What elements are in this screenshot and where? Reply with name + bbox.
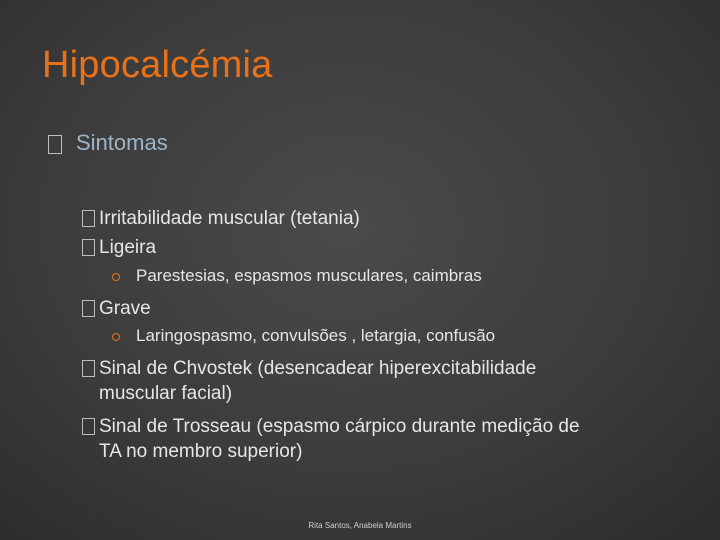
bullet-text: Grave bbox=[99, 298, 151, 319]
square-outline-icon bbox=[82, 239, 95, 256]
slide-title: Hipocalcémia bbox=[42, 44, 273, 86]
square-outline-icon bbox=[82, 300, 95, 317]
sub-bullet-row bbox=[112, 326, 495, 346]
heading-text: Sintomas bbox=[76, 130, 168, 155]
sub-bullet-row bbox=[112, 266, 482, 286]
heading-row bbox=[48, 130, 168, 156]
bullet-text: Irritabilidade muscular (tetania) bbox=[99, 208, 360, 229]
square-outline-icon bbox=[82, 210, 95, 227]
square-outline-icon bbox=[82, 360, 95, 377]
slide-footer: Rita Santos, Anabela Martins bbox=[308, 521, 412, 530]
bullet-text: Sinal de Chvostek (desencadear hiperexcitabilidade muscular facial) bbox=[99, 358, 537, 404]
square-outline-icon bbox=[82, 418, 95, 435]
bullet-row bbox=[82, 356, 589, 406]
ring-bullet-icon bbox=[112, 333, 120, 341]
bullet-text: Sinal de Trosseau (espasmo cárpico durante medição de TA no membro superior) bbox=[99, 416, 580, 462]
bullet-text: Ligeira bbox=[99, 237, 157, 258]
bullet-row bbox=[82, 235, 589, 260]
bullet-row bbox=[82, 414, 589, 464]
sub-bullet-text: Laringospasmo, convulsões , letargia, confusão bbox=[136, 326, 496, 345]
square-outline-icon bbox=[48, 135, 62, 154]
sub-bullet-text: Parestesias, espasmos musculares, caimbras bbox=[136, 266, 482, 285]
ring-bullet-icon bbox=[112, 273, 120, 281]
bullet-row bbox=[82, 296, 589, 321]
bullet-row bbox=[82, 206, 589, 231]
